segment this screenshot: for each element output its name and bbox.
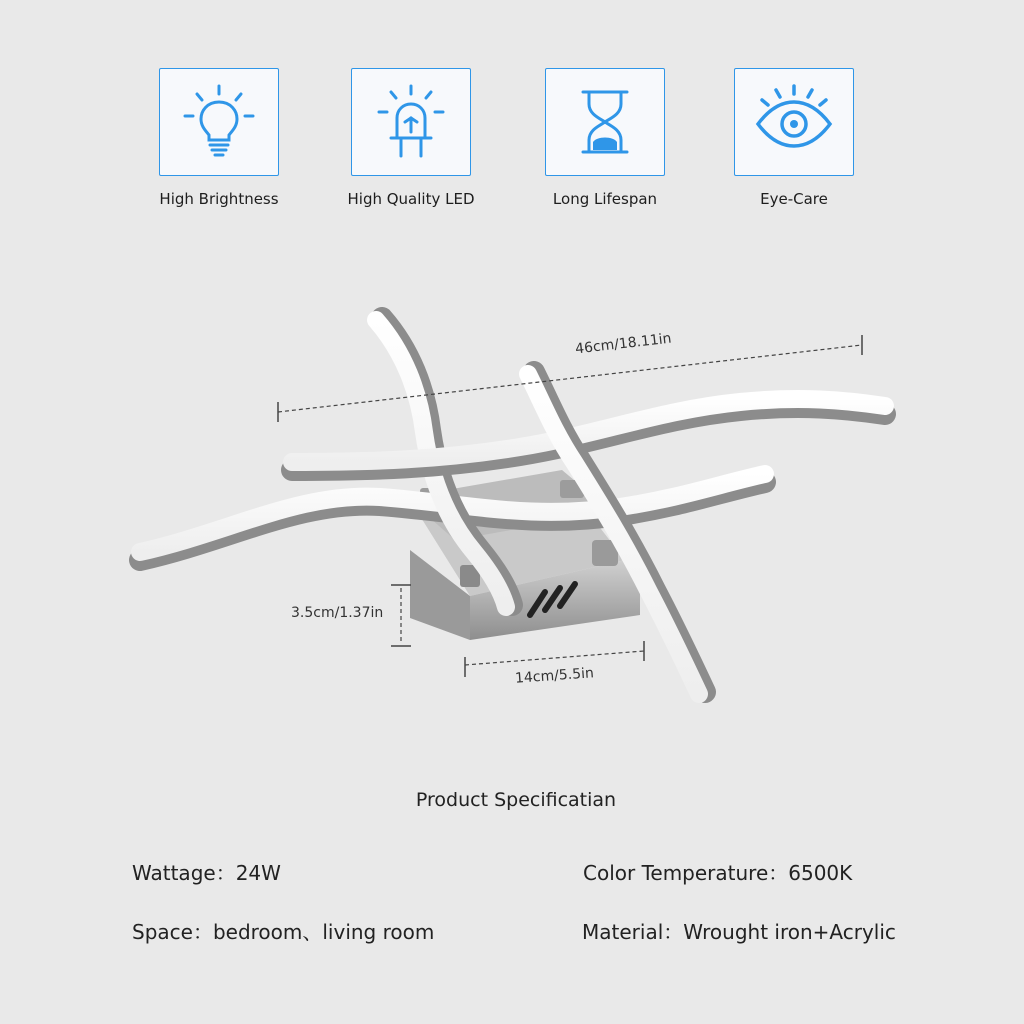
spec-color-temperature: Color Temperature：6500K [583, 861, 853, 885]
eye-icon [752, 82, 836, 162]
feature-label: High Quality LED [347, 190, 475, 208]
width-dimension-label: 46cm/18.11in [574, 330, 673, 358]
ceiling-lamp-image [0, 280, 1024, 740]
feature-box [734, 68, 854, 176]
spec-title: Product Specificatian [415, 789, 617, 811]
feature-eye-care [719, 68, 869, 208]
feature-label: Long Lifespan [552, 190, 658, 208]
feature-box [351, 68, 471, 176]
spec-space: Space：bedroom、living room [132, 920, 435, 944]
spec-wattage: Wattage：24W [132, 861, 281, 885]
base-dimension-label: 14cm/5.5in [514, 665, 595, 687]
feature-high-quality-led [336, 68, 486, 208]
lightbulb-icon [179, 82, 259, 162]
led-icon [371, 82, 451, 162]
feature-high-brightness [144, 68, 294, 208]
feature-box [159, 68, 279, 176]
feature-box [545, 68, 665, 176]
height-dimension-label: 3.5cm/1.37in [291, 605, 384, 621]
hourglass-icon [565, 82, 645, 162]
feature-label: High Brightness [159, 190, 279, 208]
feature-long-lifespan [530, 68, 680, 208]
feature-label: Eye-Care [760, 190, 828, 208]
spec-material: Material：Wrought iron+Acrylic [582, 920, 896, 944]
